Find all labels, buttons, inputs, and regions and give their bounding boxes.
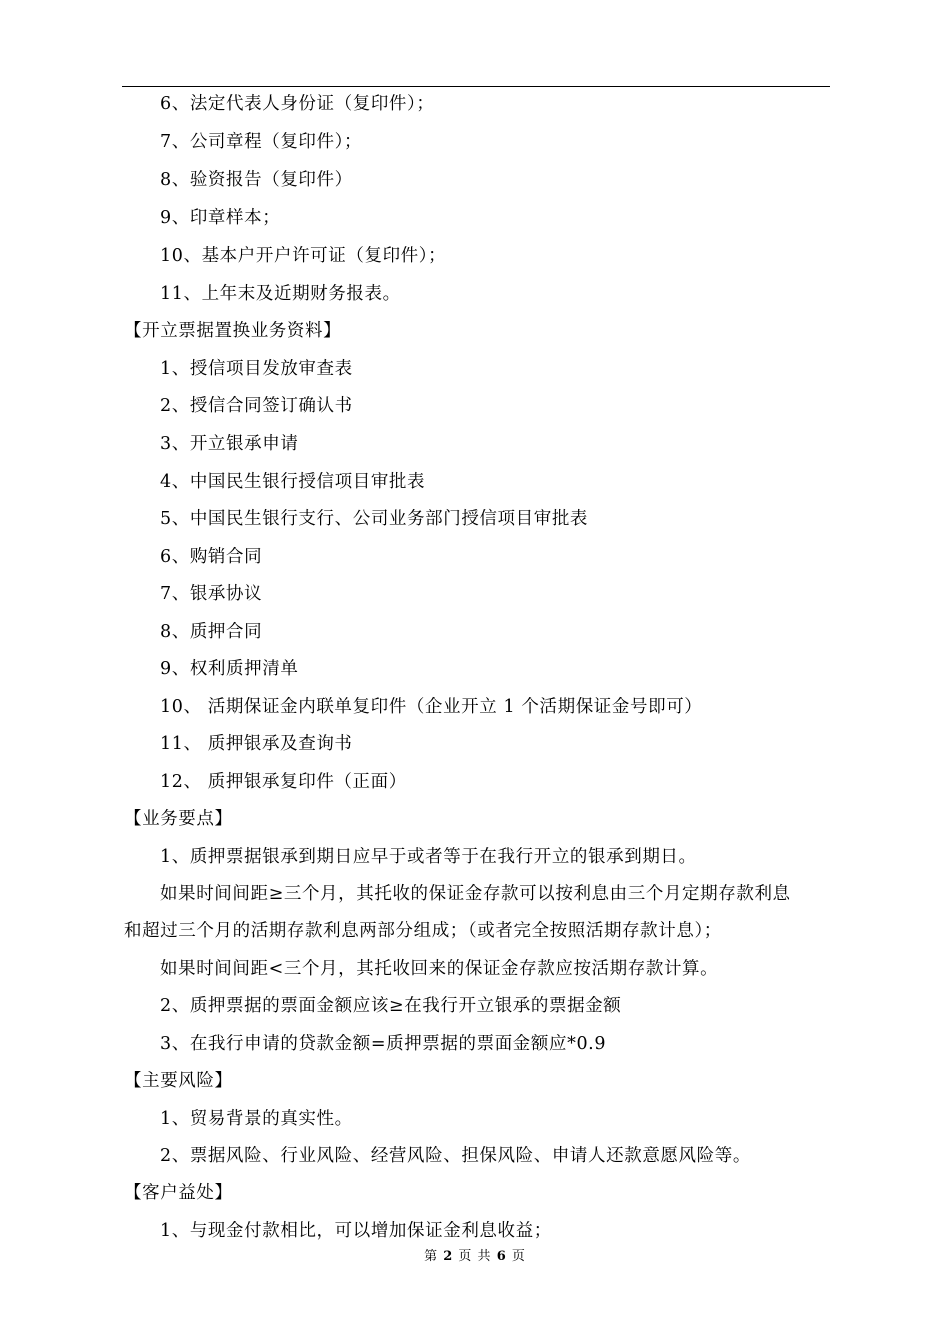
list-item: 3、开立银承申请: [160, 434, 299, 454]
list-item: 11、 质押银承及查询书: [160, 734, 353, 754]
list-item: 1、与现金付款相比，可以增加保证金利息收益；: [160, 1221, 552, 1241]
list-item: 1、贸易背景的真实性。: [160, 1109, 353, 1129]
page-footer: [0, 1248, 950, 1266]
list-item: 6、购销合同: [160, 547, 263, 567]
list-item: 12、 质押银承复印件（正面）: [160, 772, 407, 792]
list-item: 6、法定代表人身份证（复印件）；: [160, 94, 435, 114]
section-heading: 【开立票据置换业务资料】: [124, 321, 342, 341]
list-item: 2、票据风险、行业风险、经营风险、担保风险、申请人还款意愿风险等。: [160, 1146, 751, 1166]
footer-page-number: 2: [443, 1249, 454, 1264]
header-rule: [122, 86, 830, 87]
list-item: 7、公司章程（复印件）；: [160, 132, 363, 152]
paragraph: 如果时间间距≥三个月，其托收的保证金存款可以按利息由三个月定期存款利息: [160, 884, 791, 904]
list-item: 11、上年末及近期财务报表。: [160, 284, 401, 304]
paragraph: 3、在我行申请的贷款金额=质押票据的票面金额应*0.9: [160, 1034, 607, 1054]
list-item: 10、基本户开户许可证（复印件）；: [160, 246, 447, 266]
section-heading: 【客户益处】: [124, 1183, 233, 1203]
paragraph: 和超过三个月的活期存款利息两部分组成；（或者完全按照活期存款计息）；: [124, 921, 722, 941]
section-heading: 【主要风险】: [124, 1071, 233, 1091]
footer-suffix: 页: [511, 1249, 526, 1264]
list-item: 9、印章样本；: [160, 208, 281, 228]
list-item: 4、中国民生银行授信项目审批表: [160, 472, 426, 492]
footer-middle: 页 共: [458, 1249, 492, 1264]
footer-prefix: 第: [424, 1249, 439, 1264]
list-item: 2、授信合同签订确认书: [160, 396, 353, 416]
paragraph: 2、质押票据的票面金额应该≥在我行开立银承的票据金额: [160, 996, 622, 1016]
footer-total-pages: 6: [496, 1249, 507, 1264]
list-item: 8、质押合同: [160, 622, 263, 642]
section-heading: 【业务要点】: [124, 809, 233, 829]
paragraph: 1、质押票据银承到期日应早于或者等于在我行开立的银承到期日。: [160, 847, 697, 867]
list-item: 1、授信项目发放审查表: [160, 359, 353, 379]
paragraph: 如果时间间距<三个月，其托收回来的保证金存款应按活期存款计算。: [160, 959, 719, 979]
list-item: 9、权利质押清单: [160, 659, 299, 679]
list-item: 10、 活期保证金内联单复印件（企业开立 1 个活期保证金号即可）: [160, 697, 703, 717]
list-item: 7、银承协议: [160, 584, 263, 604]
list-item: 5、中国民生银行支行、公司业务部门授信项目审批表: [160, 509, 589, 529]
list-item: 8、验资报告（复印件）: [160, 170, 353, 190]
